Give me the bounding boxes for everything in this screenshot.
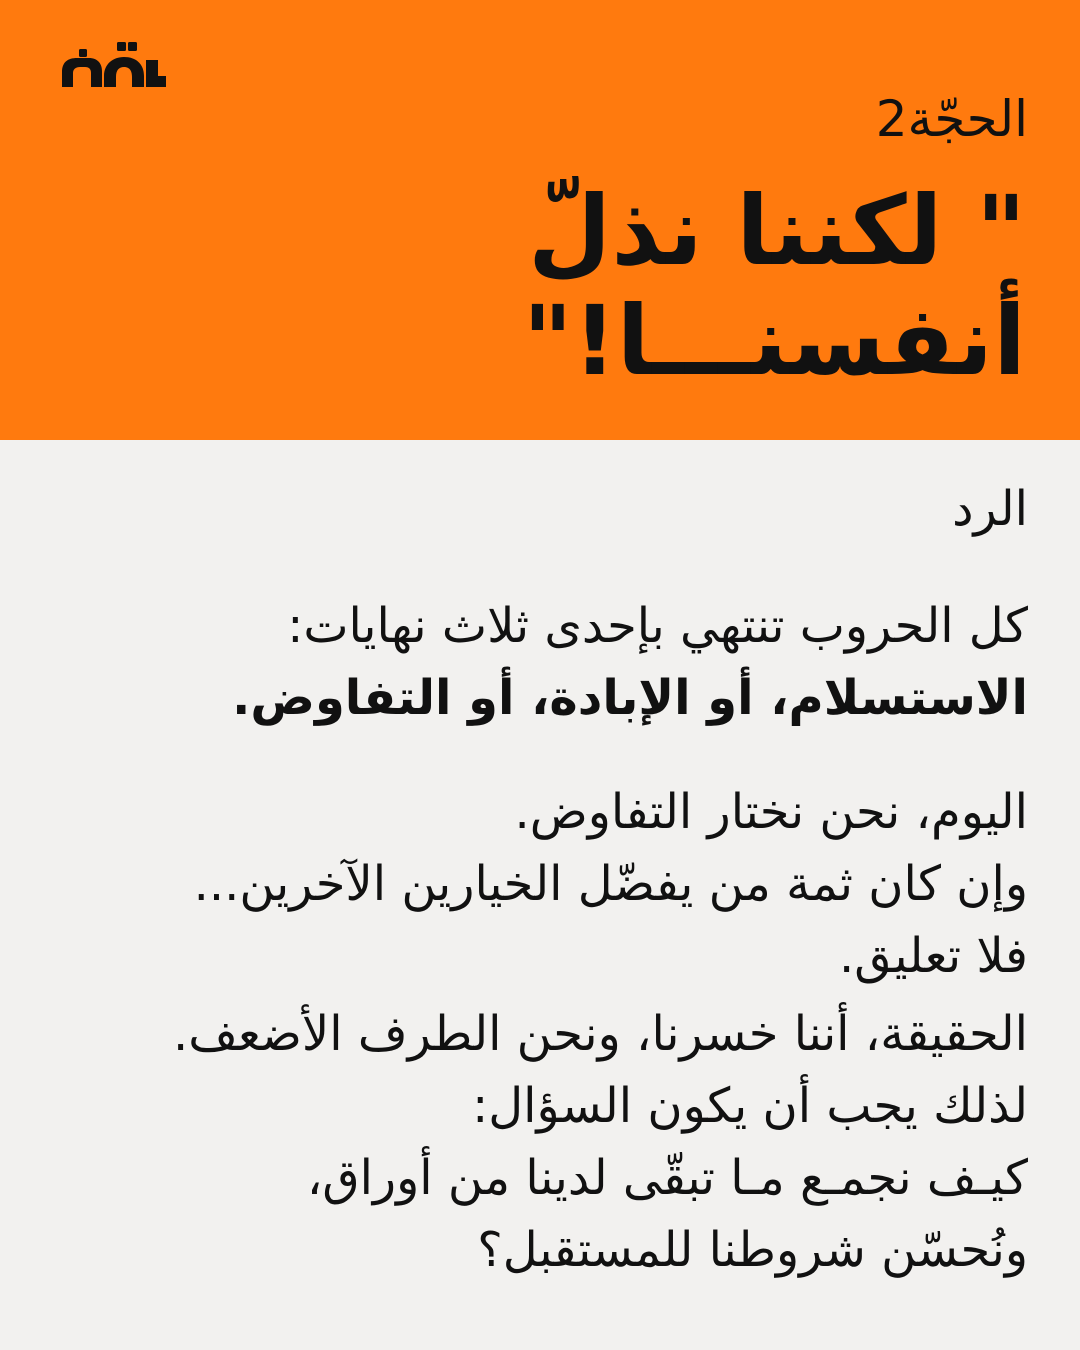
- headline-line-1: " لكننا نذلّ: [528, 175, 1026, 287]
- truth-line-3: كيـف نجمـع مـا تبقّى لدينا من أوراق،: [306, 1150, 1028, 1206]
- negotiation-line-1: اليوم، نحن نختار التفاوض.: [514, 784, 1028, 840]
- wars-end-intro: كل الحروب تنتهي بإحدى ثلاث نهايات:: [287, 598, 1028, 654]
- truth-line-1: الحقيقة، أننا خسرنا، ونحن الطرف الأضعف.: [173, 1006, 1028, 1062]
- truth-line-4: ونُحسّن شروطنا للمستقبل؟: [477, 1222, 1028, 1278]
- headline: [406, 176, 1026, 396]
- negotiation-line-2: وإن كان ثمة من يفضّل الخيارين الآخرين...: [193, 856, 1028, 912]
- response-content: [38, 470, 1028, 1286]
- argument-number: الحجّة2: [875, 90, 1028, 148]
- negotiation-paragraph: [38, 776, 1028, 992]
- response-label: الرد: [952, 481, 1028, 537]
- truth-paragraph: [38, 998, 1028, 1286]
- truth-line-2: لذلك يجب أن يكون السؤال:: [472, 1078, 1028, 1134]
- wars-end-options: الاستسلام، أو الإبادة، أو التفاوض.: [232, 670, 1028, 726]
- negotiation-line-3: فلا تعليق.: [838, 928, 1028, 984]
- brand-logo: [62, 42, 166, 98]
- header-banner: [0, 0, 1080, 440]
- headline-line-2: أنفسنـــا!": [522, 285, 1026, 397]
